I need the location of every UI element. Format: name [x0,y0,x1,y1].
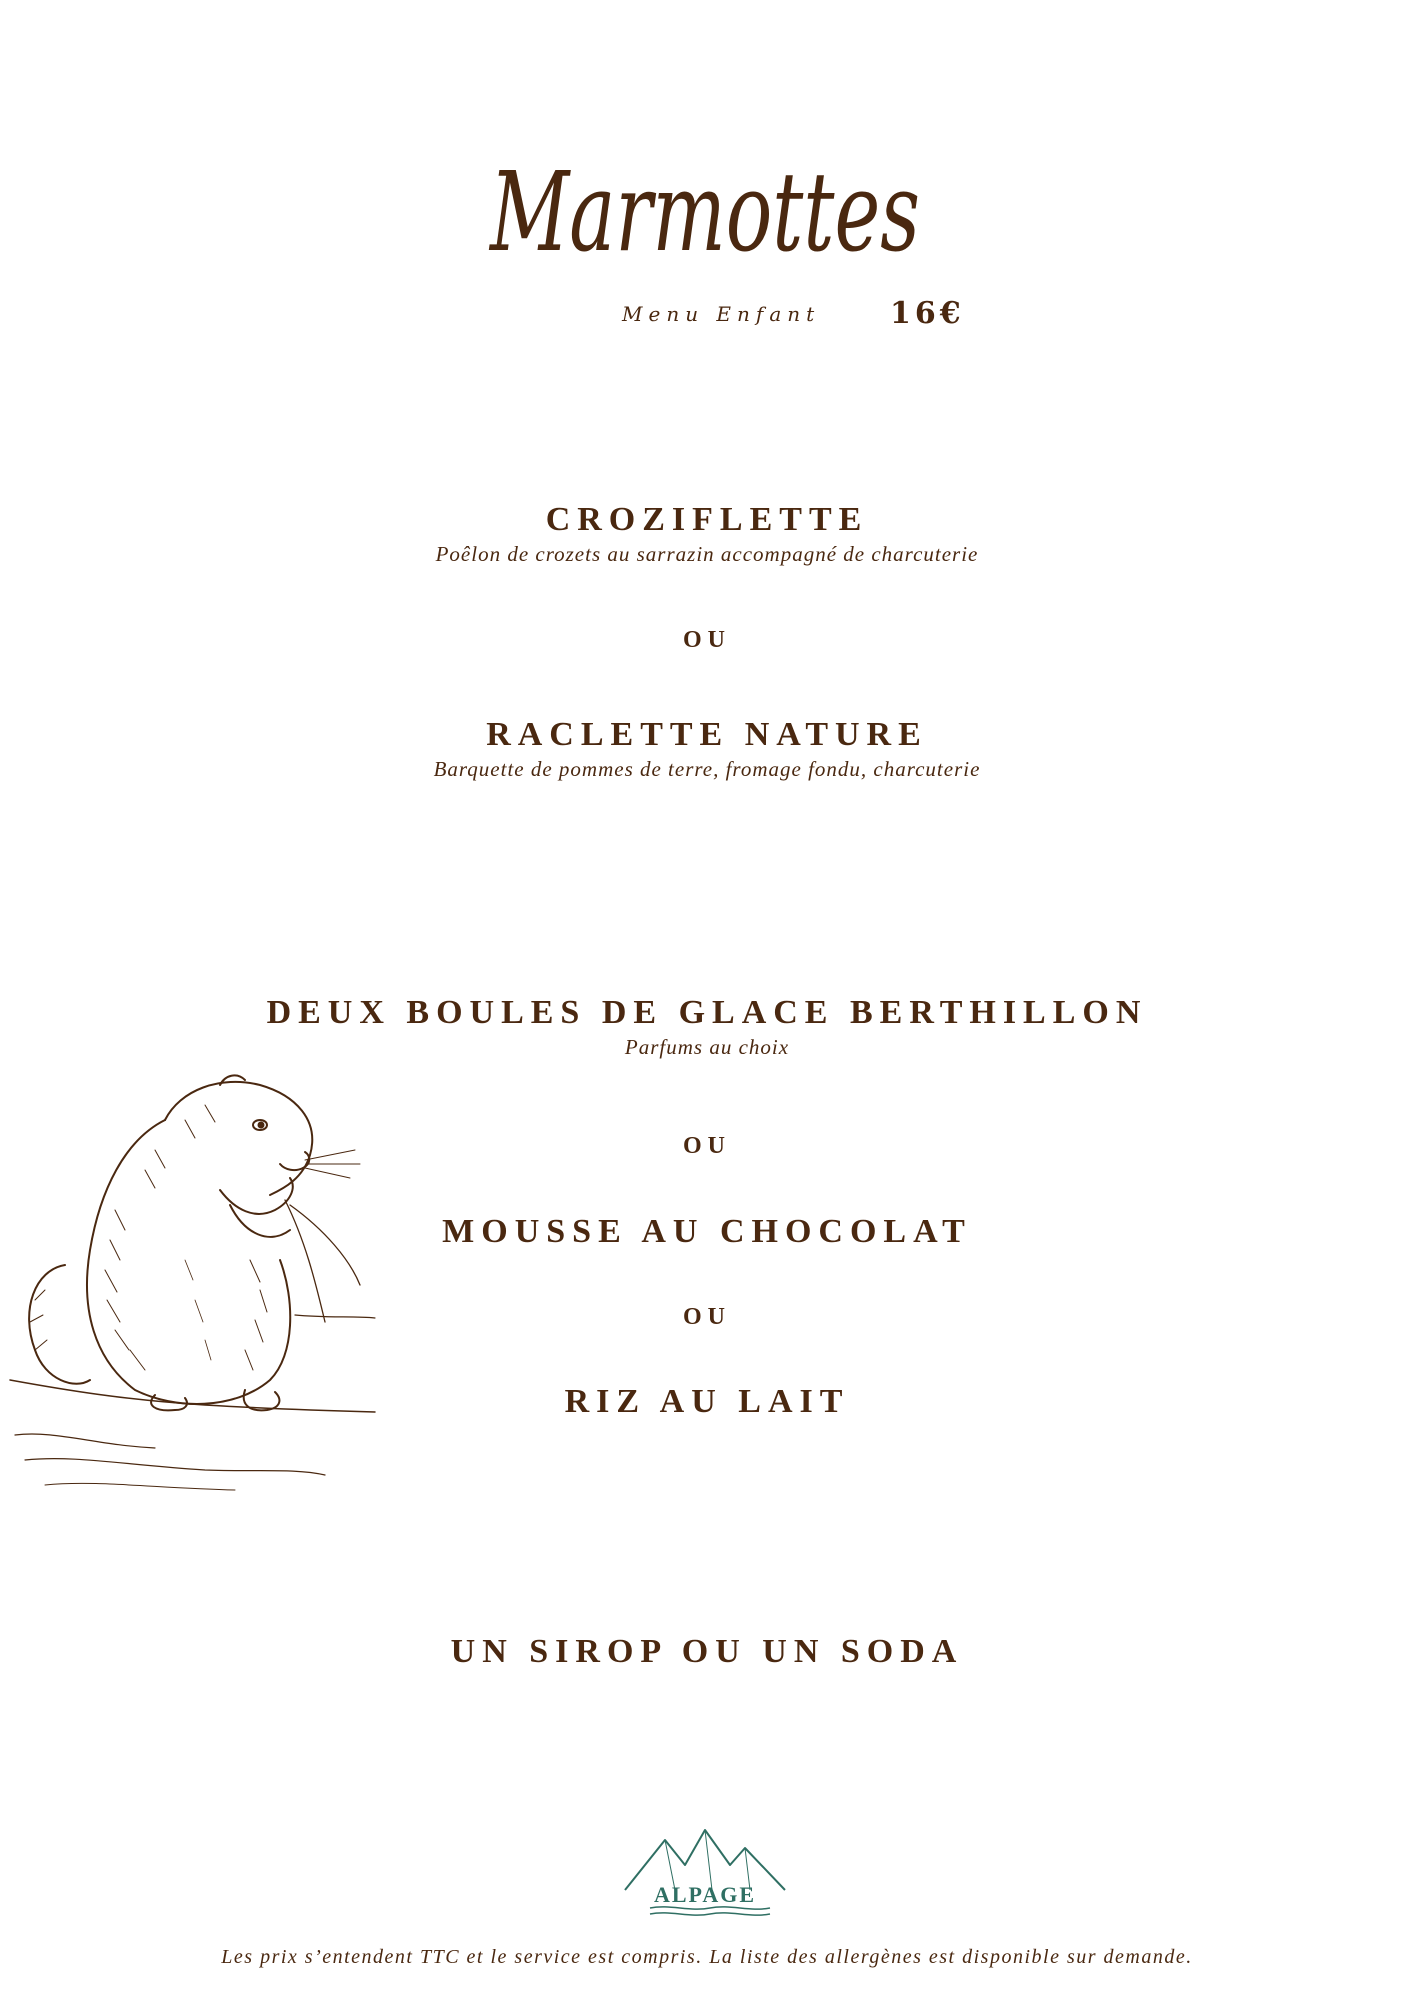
marmot-illustration [5,1060,385,1500]
footer-note: Les prix s’entendent TTC et le service est compris. La liste des allergènes est disponible sur demande. [221,1946,1193,1968]
dish-name: RIZ AU LAIT [564,1383,850,1420]
alpage-logo [620,1820,790,1920]
dish-description: Barquette de pommes de terre, fromage fondu, charcuterie [433,757,981,781]
main-dish-2 [0,715,1414,783]
separator-or [0,627,1414,654]
dessert-1 [0,993,1414,1061]
dish-description: Parfums au choix [624,1035,790,1059]
menu-title-text: Marmottes [488,148,920,276]
dish-name: RACLETTE NATURE [486,716,928,753]
dish-name: CROZIFLETTE [545,501,869,538]
dish-description: Poêlon de crozets au sarrazin accompagné de charcuterie [435,542,979,566]
dish-name: MOUSSE AU CHOCOLAT [442,1213,972,1250]
separator-text: OU [683,1133,731,1159]
main-dish-1 [0,500,1414,568]
separator-text: OU [683,1304,731,1330]
drink [0,1632,1414,1672]
menu-subtitle: Menu Enfant [622,302,821,326]
dish-name: DEUX BOULES DE GLACE BERTHILLON [266,994,1148,1031]
logo-wordmark: ALPAGE [653,1882,757,1907]
menu-price: 16€ [890,296,965,331]
dish-name: UN SIROP OU UN SODA [450,1633,964,1670]
separator-text: OU [683,627,731,653]
